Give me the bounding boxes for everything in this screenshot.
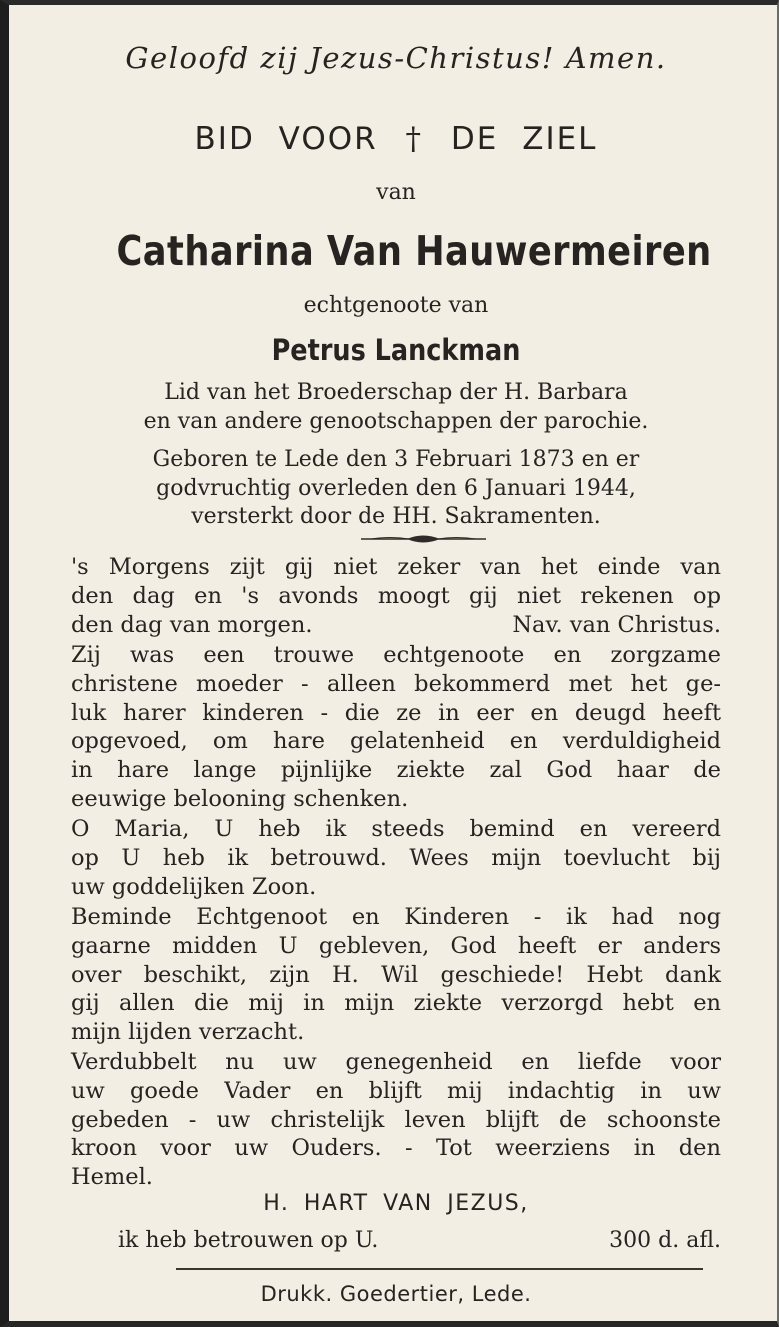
paragraph-line: christene moeder - alleen bekommerd met het ge- <box>71 670 721 697</box>
paragraph-life <box>71 641 721 814</box>
paragraph-line: in hare lange pijnlijke ziekte zal God haar de <box>71 757 721 784</box>
indulgence: 300 d. afl. <box>609 1228 721 1253</box>
paragraph-line: O Maria, U heb ik steeds bemind en vereerd <box>71 816 721 842</box>
paragraph-line: eeuwige belooning schenken. <box>71 785 409 812</box>
paragraph-line: luk harer kinderen - die ze in eer en deugd heeft <box>71 699 721 726</box>
paragraph-family <box>71 903 721 1047</box>
prayer-heading <box>71 121 721 157</box>
divider-rule <box>176 1268 703 1270</box>
life-dates-line: versterkt door de HH. Sakramenten. <box>191 504 601 529</box>
quote-line: den dag van morgen. <box>71 611 313 638</box>
invocation-heading: H. HART VAN JEZUS, <box>263 1191 529 1216</box>
card-content <box>71 5 721 1321</box>
paragraph-line: Zij was een trouwe echtgenoote en zorgzame <box>71 642 721 668</box>
paragraph-line: uw goddelijken Zoon. <box>71 873 317 900</box>
paragraph-line: over beschikt, zijn H. Wil geschiede! Hebt dank <box>71 961 721 988</box>
paragraph-farewell <box>71 1048 721 1192</box>
life-dates-line: godvruchtig overleden den 6 Januari 1944, <box>156 475 636 501</box>
deceased-name: Catharina Van Hauwermeiren <box>116 227 712 275</box>
paragraph-line: gebeden - uw christelijk leven blijft de schoonste <box>71 1106 721 1133</box>
motto: Geloofd zij Jezus-Christus! Amen. <box>125 41 667 75</box>
paragraph-line: Beminde Echtgenoot en Kinderen - ik had nog <box>71 904 721 930</box>
paragraph-line: opgevoed, om hare gelatenheid en verduldigheid <box>71 728 721 755</box>
paragraph-line: gaarne midden U gebleven, God heeft er anders <box>71 932 721 959</box>
paragraph-line: uw goede Vader en blijft mij indachtig in uw <box>71 1077 721 1104</box>
spouse-name: Petrus Lanckman <box>271 333 521 367</box>
paragraph-line: kroon voor uw Ouders. - Tot weerziens in den <box>71 1135 721 1162</box>
quote <box>71 553 721 639</box>
paragraph-line: gij allen die mij in mijn ziekte verzorgd hebt en <box>71 990 721 1017</box>
quote-line: 's Morgens zijt gij niet zeker van het einde van <box>71 554 721 580</box>
prayer-heading-right: DE ZIEL <box>450 121 598 157</box>
invocation-row <box>118 1228 721 1253</box>
ornament-divider <box>361 533 486 545</box>
life-dates-line: Geboren te Lede den 3 Februari 1873 en er <box>152 447 640 472</box>
cross-icon: † <box>405 121 424 157</box>
paragraph-line: Verdubbelt nu uw genegenheid en liefde voor <box>71 1049 721 1075</box>
membership <box>71 379 721 436</box>
invocation-line: ik heb betrouwen op U. <box>118 1228 379 1253</box>
paragraph-line: Hemel. <box>71 1164 153 1191</box>
quote-tail <box>71 611 721 640</box>
life-dates <box>71 446 721 532</box>
membership-line: Lid van het Broederschap der H. Barbara <box>164 380 628 405</box>
printer-credit: Drukk. Goedertier, Lede. <box>260 1282 532 1306</box>
membership-line: en van andere genootschappen der parochie. <box>143 408 649 434</box>
quote-source: Nav. van Christus. <box>512 611 721 638</box>
quote-line: den dag en 's avonds moogt gij niet rekenen op <box>71 582 721 609</box>
paragraph-line: op U heb ik betrouwd. Wees mijn toevlucht bij <box>71 844 721 871</box>
spouse-relation: echtgenoote van <box>303 293 489 318</box>
paragraph-line: mijn lijden verzacht. <box>71 1019 305 1046</box>
prayer-heading-left: BID VOOR <box>194 121 378 157</box>
van-label: van <box>376 180 416 205</box>
paragraph-maria <box>71 815 721 901</box>
